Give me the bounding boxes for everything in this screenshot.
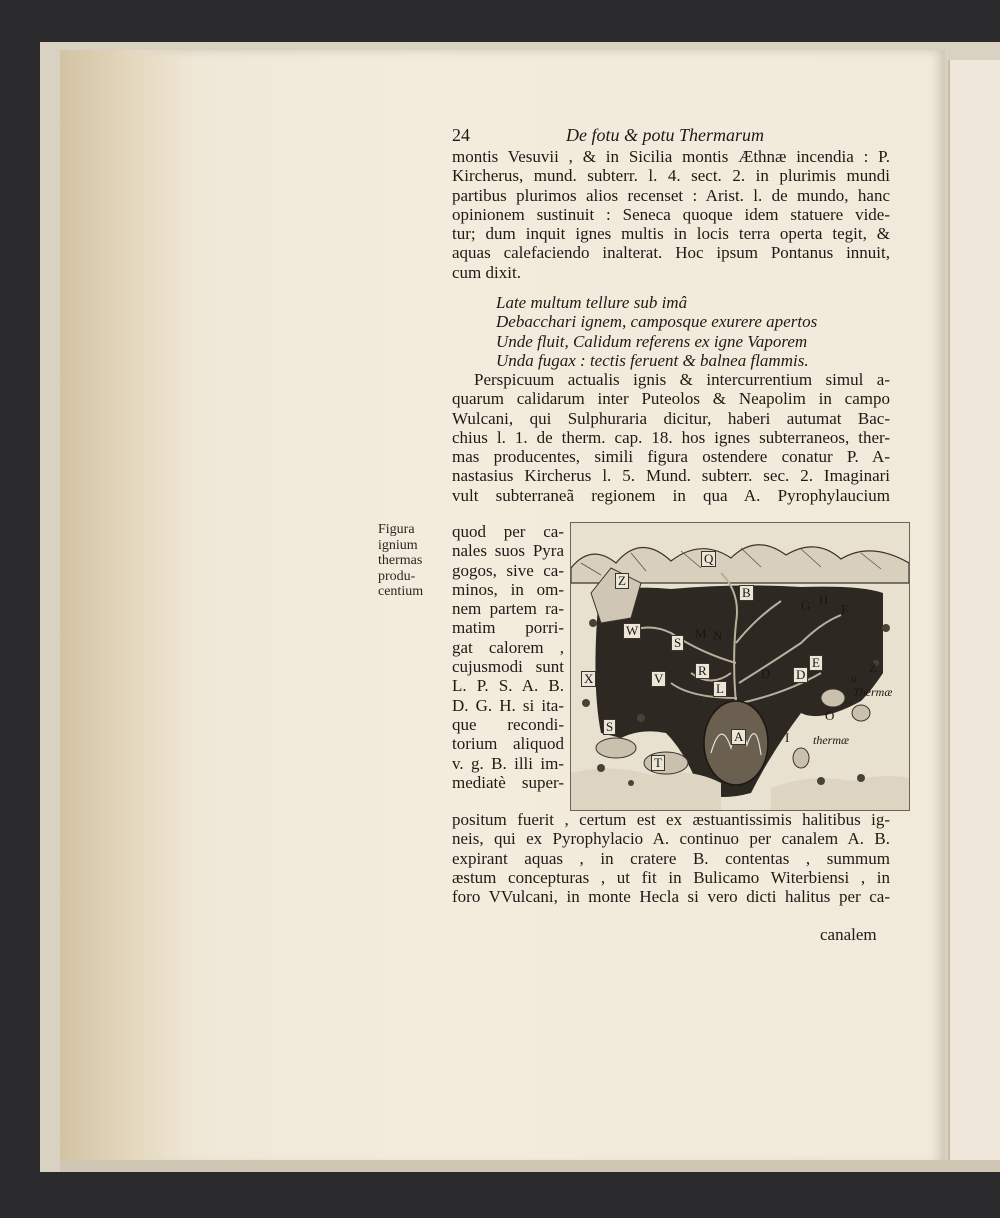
text-line: mas producentes, simili figura ostendere conatur P. A-: [452, 447, 890, 467]
worn-page-edge: [60, 50, 195, 1165]
text-line: cum dixit.: [452, 262, 521, 282]
text-line: positum fuerit , certum est ex æstuantissimis halitibus ig-: [452, 810, 890, 829]
verse-quotation: [496, 293, 890, 370]
figure-label-l: L: [713, 681, 727, 697]
page-stack-edge: [60, 1160, 1000, 1172]
figure-label-q: Q: [701, 551, 716, 567]
text-line: foro VVulcani, in monte Hecla si vero dicti halitus per ca-: [452, 887, 890, 907]
figure-label-a: A: [731, 729, 746, 745]
text-line: partibus plurimos alios recenset : Arist. l. de mundo, hanc: [452, 185, 890, 205]
margin-note-line: centium: [378, 584, 424, 599]
text-line: minos, in om-: [452, 579, 564, 599]
text-line: expirant aquas , in cratere B. contentas , summum: [452, 848, 890, 868]
catchword: canalem: [820, 925, 877, 944]
margin-note-line: produ-: [378, 568, 416, 584]
text-line: Perspicuum actualis ignis & intercurrentium simul a-: [474, 370, 890, 389]
text-line: que recondi-: [452, 714, 564, 734]
text-line: tur; dum inquit ignes multis in locis terra operta tegit, &: [452, 224, 890, 244]
margin-note-line: thermas: [378, 553, 423, 568]
verse-line: Unda fugax : tectis feruent & balnea flammis.: [496, 350, 809, 370]
figure-label-s-second: S: [603, 719, 616, 735]
figure-label-w: W: [623, 623, 641, 639]
verse-line: Unde fluit, Calidum referens ex igne Vaporem: [496, 331, 808, 351]
margin-note: [378, 522, 442, 600]
text-line: chius l. 1. de therm. cap. 18. hos ignes subterraneos, ther-: [452, 427, 890, 447]
text-line: gat calorem ,: [452, 637, 564, 657]
text-line: Kircherus, mund. subterr. l. 4. sect. 2. in plurimis mundi: [452, 166, 890, 186]
figure-label-d-second: D: [793, 667, 808, 683]
text-line: matim porri-: [452, 618, 564, 638]
text-line: mediatè super-: [452, 772, 564, 792]
running-title: De fotu & potu Thermarum: [566, 125, 764, 145]
figure-label-thermae-lower: thermæ: [813, 733, 849, 747]
figure-label-h: H: [819, 592, 829, 607]
figure-label-a-small: a: [851, 671, 857, 685]
text-line: quod per ca-: [452, 522, 564, 541]
text-line: cujusmodi sunt: [452, 657, 564, 677]
page-number: 24: [452, 125, 470, 145]
text-line: aquas calefaciendo inalterat. Hoc ipsum Pontanus innuit,: [452, 243, 890, 263]
engraving-illustration: [571, 523, 909, 810]
text-line: L. P. S. A. B.: [452, 676, 564, 696]
text-line: nem partem ra-: [452, 599, 564, 619]
figure-label-m: M: [695, 626, 707, 641]
verse-line: Late multum tellure sub imâ: [496, 293, 688, 312]
margin-note-line: ignium: [378, 537, 418, 553]
text-line: æstum concepturas , ut fit in Bulicamo Witerbiensi , in: [452, 867, 890, 887]
figure-label-e: E: [809, 655, 823, 671]
figure-label-g: G: [801, 598, 811, 613]
paragraph-beside-figure: [452, 522, 564, 792]
figure-label-v: V: [651, 671, 666, 687]
paragraph-bottom: [452, 810, 890, 906]
figure-label-d: D: [761, 666, 771, 681]
engraving-figure: [570, 522, 910, 811]
paragraph-middle: [452, 370, 890, 505]
figure-label-thermae-upper: Thermæ: [853, 685, 893, 699]
text-line: nales suos Pyra: [452, 541, 564, 561]
text-line: D. G. H. si ita-: [452, 695, 564, 715]
text-line: quarum calidarum inter Puteolos & Neapolim in campo: [452, 389, 890, 409]
text-line: opinionem sustinuit : Seneca quoque idem statuere vide-: [452, 204, 890, 224]
figure-label-z: Z: [615, 573, 629, 589]
figure-label-z-second: Z: [869, 660, 877, 675]
figure-label-r: R: [695, 663, 710, 679]
facing-page-edge: [948, 60, 1000, 1160]
margin-note-line: Figura: [378, 522, 415, 537]
text-line: Wulcani, qui Sulphuraria dicitur, haberi autumat Bac-: [452, 408, 890, 428]
text-line: torium aliquod: [452, 734, 564, 754]
text-line: nastasius Kircherus l. 5. Mund. subterr. sec. 2. Imaginari: [452, 466, 890, 486]
figure-label-t: T: [651, 755, 665, 771]
figure-label-s: S: [671, 635, 684, 651]
paragraph-top: [452, 147, 890, 282]
text-line: vult subterraneã regionem in qua A. Pyrophylaucium: [452, 485, 890, 505]
text-line: neis, qui ex Pyrophylacio A. continuo per canalem A. B.: [452, 829, 890, 849]
figure-label-b: B: [739, 585, 754, 601]
text-line: v. g. B. illi im-: [452, 753, 564, 773]
verse-line: Debacchari ignem, camposque exurere apertos: [496, 312, 818, 332]
figure-label-f: F: [841, 602, 849, 617]
figure-label-i: I: [785, 730, 790, 745]
text-line: montis Vesuvii , & in Sicilia montis Æthnæ incendia : P.: [452, 147, 890, 166]
text-line: gogos, sive ca-: [452, 560, 564, 580]
figure-label-n: N: [713, 628, 723, 643]
figure-label-x: X: [581, 671, 596, 687]
figure-label-o: O: [825, 708, 835, 723]
